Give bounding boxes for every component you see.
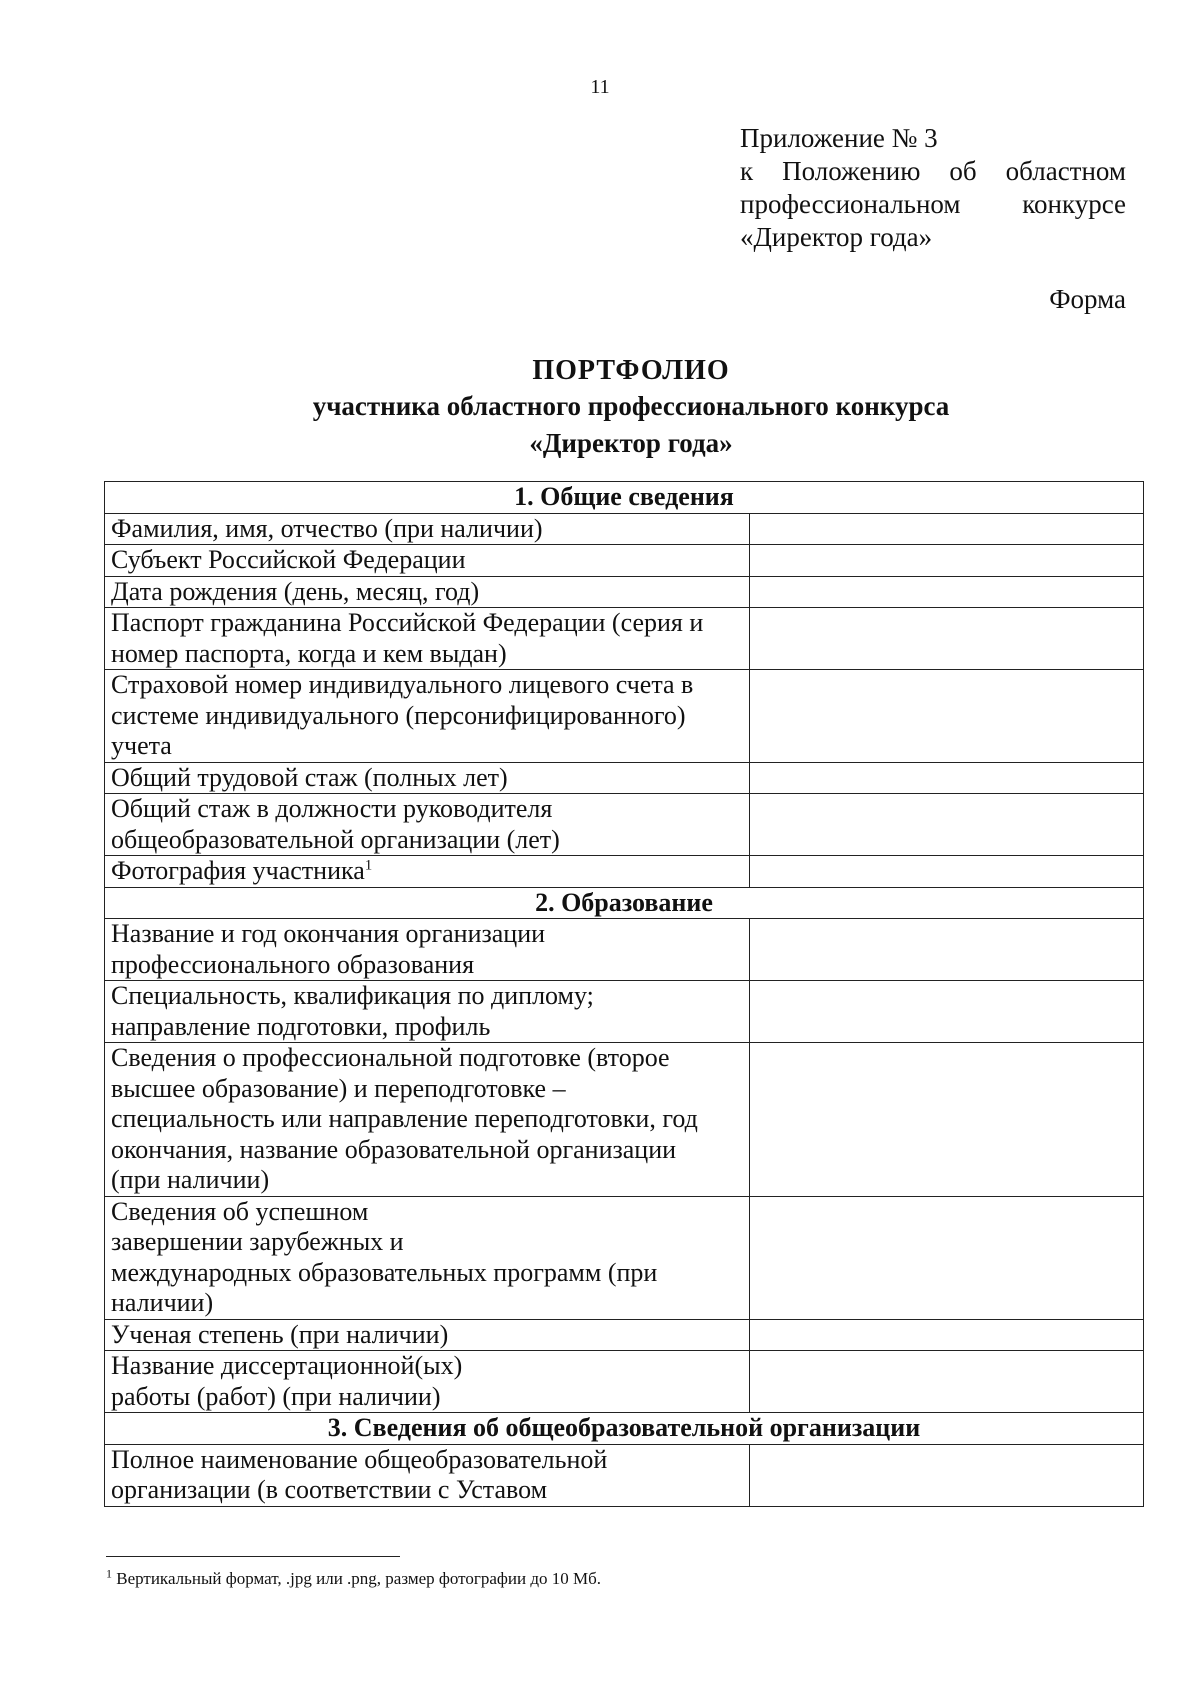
field-label-line: завершении зарубежных и: [111, 1227, 404, 1256]
field-label-line: учета: [111, 731, 172, 760]
field-label-line: Паспорт гражданина Российской Федерации (серия и: [111, 608, 704, 637]
field-label: [105, 794, 750, 856]
field-label: [105, 981, 750, 1043]
field-label-line: Общий стаж в должности руководителя: [111, 794, 553, 823]
field-label-line: Фамилия, имя, отчество (при наличии): [111, 513, 543, 543]
field-value-cell[interactable]: [750, 513, 1144, 545]
appendix-word: конкурсе: [1022, 189, 1126, 219]
title-subtitle: «Директор года»: [529, 428, 733, 458]
table-row: [105, 1444, 1144, 1506]
table-row: [105, 856, 1144, 888]
portfolio-table-body: [105, 482, 1144, 1507]
field-label-line: специальность или направление переподготовки, год: [111, 1104, 698, 1133]
section-header-row: [105, 1413, 1144, 1445]
field-value-cell[interactable]: [750, 1319, 1144, 1351]
appendix-word: областном: [1005, 156, 1126, 186]
field-label-line: организации (в соответствии с Уставом: [111, 1475, 548, 1504]
field-value-cell[interactable]: [750, 794, 1144, 856]
field-label: [105, 762, 750, 794]
footnote-mark: 1: [106, 1566, 112, 1581]
field-label-line: профессионального образования: [111, 949, 475, 979]
table-row: [105, 576, 1144, 608]
field-value-cell[interactable]: [750, 545, 1144, 577]
appendix-word: профессиональном: [740, 189, 961, 219]
field-label: [105, 545, 750, 577]
appendix-word: Положению: [782, 156, 921, 186]
table-row: [105, 762, 1144, 794]
field-label-line: Название диссертационной(ых): [111, 1351, 463, 1380]
table-row: [105, 608, 1144, 670]
field-label-line: общеобразовательной организации (лет): [111, 824, 560, 854]
field-value-cell[interactable]: [750, 1043, 1144, 1197]
field-label: [105, 1351, 750, 1413]
field-value-cell[interactable]: [750, 576, 1144, 608]
table-row: [105, 1319, 1144, 1351]
field-label-line: Название и год окончания организации: [111, 919, 546, 948]
field-label-line: системе индивидуального (персонифицированного): [111, 700, 686, 730]
field-label: [105, 1043, 750, 1197]
field-label: [105, 670, 750, 763]
field-value-cell[interactable]: [750, 608, 1144, 670]
field-label-line: Сведения о профессиональной подготовке (второе: [111, 1043, 670, 1072]
document-title: [0, 354, 1200, 462]
field-label-line: окончания, название образовательной организации: [111, 1134, 677, 1164]
field-value-cell[interactable]: [750, 856, 1144, 888]
page-number: 11: [590, 76, 610, 98]
section-header: 2. Образование: [105, 887, 1144, 919]
table-row: [105, 1043, 1144, 1197]
field-value-cell[interactable]: [750, 670, 1144, 763]
appendix-word: об: [949, 156, 977, 186]
section-header: 3. Сведения об общеобразовательной организации: [105, 1413, 1144, 1445]
appendix-line: [740, 155, 1126, 188]
portfolio-table: [104, 481, 1144, 1507]
field-label-line: Ученая степень (при наличии): [111, 1319, 449, 1349]
field-value-cell[interactable]: [750, 1196, 1144, 1319]
field-label-line: (при наличии): [111, 1165, 270, 1194]
appendix-word: к: [740, 156, 754, 186]
field-label-line: Общий трудовой стаж (полных лет): [111, 762, 508, 792]
table-row: [105, 981, 1144, 1043]
table-row: [105, 513, 1144, 545]
field-label-line: Сведения об успешном: [111, 1196, 369, 1226]
appendix-line: Приложение № 3: [740, 123, 938, 153]
table-row: [105, 794, 1144, 856]
footnote: [106, 1566, 602, 1589]
table-row: [105, 919, 1144, 981]
field-label-line: международных образовательных программ (при: [111, 1257, 658, 1287]
field-label-line: направление подготовки, профиль: [111, 1011, 491, 1041]
field-label: [105, 1196, 750, 1319]
field-label-line: работы (работ) (при наличии): [111, 1381, 441, 1411]
field-value-cell[interactable]: [750, 1444, 1144, 1506]
field-label: [105, 608, 750, 670]
section-header-row: [105, 887, 1144, 919]
table-row: [105, 545, 1144, 577]
field-label-line-wrap: [111, 856, 743, 887]
field-label-line: Фотография участника: [111, 856, 365, 885]
footnote-divider: [106, 1556, 400, 1557]
table-row: [105, 670, 1144, 763]
field-label-line: номер паспорта, когда и кем выдан): [111, 638, 507, 668]
appendix-line: [740, 188, 1126, 221]
title-main: ПОРТФОЛИО: [532, 355, 730, 386]
field-label-line: Субъект Российской Федерации: [111, 545, 466, 574]
form-label: Форма: [1049, 284, 1126, 314]
footnote-text: Вертикальный формат, .jpg или .png, размер фотографии до 10 Мб.: [116, 1569, 602, 1588]
title-subtitle: участника областного профессионального конкурса: [312, 391, 950, 421]
section-header: 1. Общие сведения: [105, 482, 1144, 514]
field-label: [105, 1319, 750, 1351]
field-value-cell[interactable]: [750, 981, 1144, 1043]
table-row: [105, 1351, 1144, 1413]
field-label-line: Специальность, квалификация по диплому;: [111, 981, 594, 1010]
field-value-cell[interactable]: [750, 1351, 1144, 1413]
field-label: [105, 1444, 750, 1506]
field-label: [105, 576, 750, 608]
field-label-line: Дата рождения (день, месяц, год): [111, 576, 480, 606]
appendix-line: «Директор года»: [740, 222, 933, 252]
table-row: [105, 1196, 1144, 1319]
field-label-line: наличии): [111, 1288, 214, 1317]
field-value-cell[interactable]: [750, 762, 1144, 794]
field-label-line: высшее образование) и переподготовке –: [111, 1073, 566, 1103]
field-label-line: Страховой номер индивидуального лицевого счета в: [111, 670, 694, 699]
field-label: [105, 919, 750, 981]
field-value-cell[interactable]: [750, 919, 1144, 981]
appendix-header: [740, 122, 1126, 254]
section-header-row: [105, 482, 1144, 514]
field-label: [105, 856, 750, 888]
field-label: [105, 513, 750, 545]
field-label-line: Полное наименование общеобразовательной: [111, 1444, 608, 1474]
footnote-reference: 1: [364, 857, 373, 874]
